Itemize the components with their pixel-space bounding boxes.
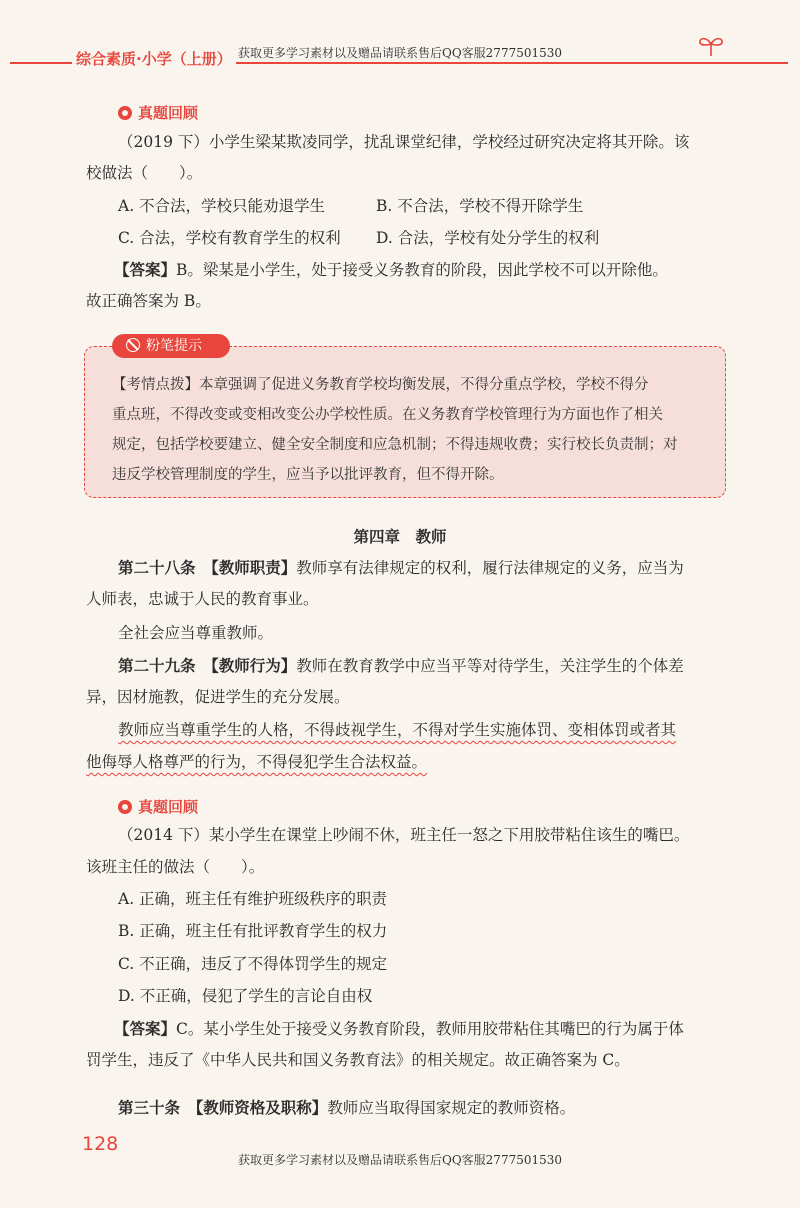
tip-text: 【考情点拨】本章强调了促进义务教育学校均衡发展，不得分重点学校，学校不得分 (112, 377, 649, 393)
question-text: 该班主任的做法（ ）。 (86, 858, 265, 876)
option-c: C. 不正确，违反了不得体罚学生的规定 (118, 955, 388, 973)
answer-text: 罚学生，违反了《中华人民共和国义务教育法》的相关规定。故正确答案为 C。 (86, 1051, 630, 1069)
highlighted-text: 教师应当尊重学生的人格，不得歧视学生，不得对学生实施体罚、变相体罚或者其 (118, 721, 677, 739)
article-28: 第二十八条 【教师职责】教师享有法律规定的权利，履行法律规定的义务，应当为 (118, 558, 684, 577)
article-text: 全社会应当尊重教师。 (118, 624, 274, 642)
gear-icon (118, 106, 132, 120)
option-a: A. 不合法，学校只能劝退学生 (118, 197, 326, 215)
book-title: 综合素质·小学（上册） (72, 48, 236, 69)
question-text: （2019 下）小学生梁某欺凌同学，扰乱课堂纪律，学校经过研究决定将其开除。该 (118, 133, 690, 151)
header-watermark: 获取更多学习素材以及赠品请联系售后QQ客服2777501530 (238, 46, 563, 60)
answer-text: 【答案】C。某小学生处于接受义务教育阶段，教师用胶带粘住其嘴巴的行为属于体 (114, 1019, 684, 1038)
option-b: B. 正确，班主任有批评教育学生的权力 (118, 922, 388, 940)
tip-text: 重点班，不得改变或变相改变公办学校性质。在义务教育学校管理行为方面也作了相关 (112, 407, 663, 423)
article-lead: 第二十八条 【教师职责】 (118, 558, 297, 577)
answer-label: 【答案】 (114, 1019, 177, 1038)
article-text: 人师表，忠诚于人民的教育事业。 (86, 590, 319, 608)
page-number: 128 (82, 1133, 119, 1155)
tip-text: 违反学校管理制度的学生，应当予以批评教育，但不得开除。 (112, 467, 504, 483)
option-c: C. 合法，学校有教育学生的权利 (118, 229, 341, 247)
review-heading: 真题回顾 (118, 796, 198, 817)
tip-label: 粉笔提示 (112, 334, 230, 358)
no-icon (126, 338, 140, 352)
answer-label: 【答案】 (114, 260, 177, 279)
option-a: A. 正确，班主任有维护班级秩序的职责 (118, 890, 388, 908)
option-d: D. 不正确，侵犯了学生的言论自由权 (118, 987, 373, 1005)
article-text: 异，因材施教，促进学生的充分发展。 (86, 688, 350, 706)
chapter-title: 第四章 教师 (353, 528, 447, 546)
answer-text: 故正确答案为 B。 (86, 292, 211, 310)
question-text: （2014 下）某小学生在课堂上吵闹不休，班主任一怒之下用胶带粘住该生的嘴巴。 (118, 826, 690, 844)
article-lead: 第二十九条 【教师行为】 (118, 656, 297, 675)
gear-icon (118, 800, 132, 814)
tip-text: 规定，包括学校要建立、健全安全制度和应急机制；不得违规收费；实行校长负责制；对 (112, 437, 678, 453)
article-29: 第二十九条 【教师行为】教师在教育教学中应当平等对待学生，关注学生的个体差 (118, 656, 684, 675)
review-heading: 真题回顾 (118, 102, 198, 123)
option-d: D. 合法，学校有处分学生的权利 (376, 229, 600, 247)
article-lead: 第三十条 【教师资格及职称】 (118, 1098, 328, 1117)
article-30: 第三十条 【教师资格及职称】教师应当取得国家规定的教师资格。 (118, 1098, 576, 1117)
option-b: B. 不合法，学校不得开除学生 (376, 197, 584, 215)
highlighted-text: 他侮辱人格尊严的行为，不得侵犯学生合法权益。 (86, 753, 428, 771)
question-text: 校做法（ ）。 (86, 164, 203, 182)
answer-text: 【答案】B。梁某是小学生，处于接受义务教育的阶段，因此学校不可以开除他。 (114, 260, 668, 279)
sprout-icon (696, 34, 726, 58)
footer-watermark: 获取更多学习素材以及赠品请联系售后QQ客服2777501530 (238, 1153, 563, 1167)
